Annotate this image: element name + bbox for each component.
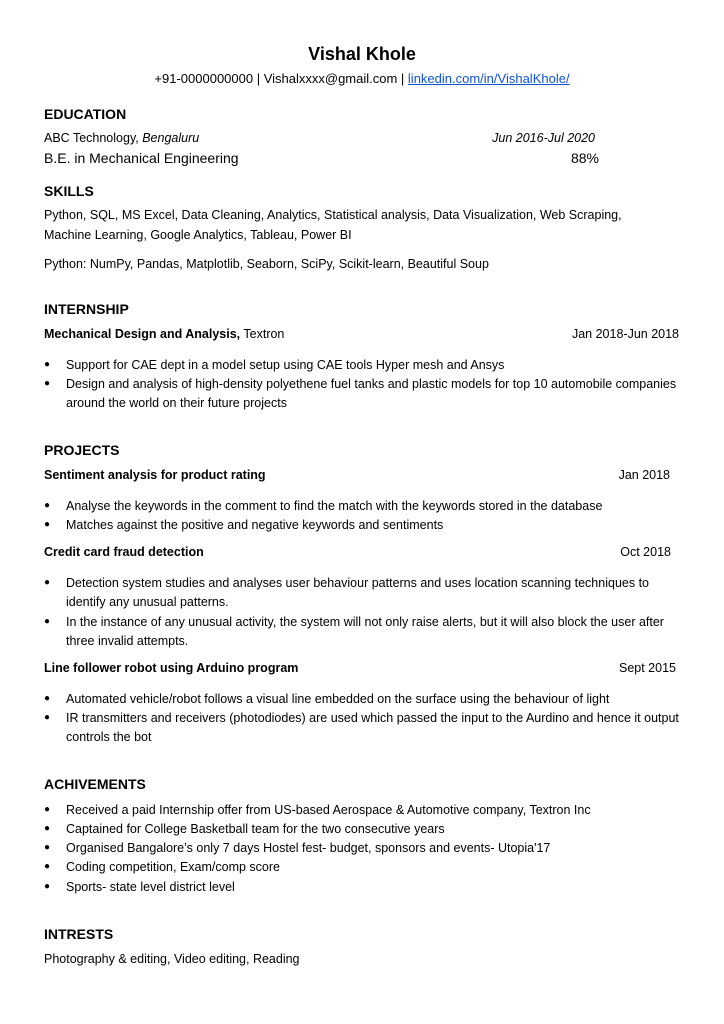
education-dates: Jun 2016-Jul 2020 (492, 131, 595, 145)
bullet-icon (44, 858, 56, 872)
education-location: Bengaluru (142, 131, 200, 145)
bullet-icon (44, 574, 56, 588)
achievements-heading: ACHIVEMENTS (44, 776, 146, 792)
bullet-icon (44, 709, 56, 723)
skills-python-libraries: Python: NumPy, Pandas, Matplotlib, Seaborn, SciPy, Scikit-learn, Beautiful Soup (44, 257, 489, 271)
bullet-icon (44, 690, 56, 704)
project-title-sentiment: Sentiment analysis for product rating (44, 468, 266, 482)
internship-company: Textron (240, 327, 285, 341)
skills-line-1: Python, SQL, MS Excel, Data Cleaning, Analytics, Statistical analysis, Data Visualization, Web Scraping, (44, 208, 622, 222)
interests-heading: INTRESTS (44, 926, 114, 942)
education-degree: B.E. in Mechanical Engineering (44, 150, 239, 166)
bullet-icon (44, 613, 56, 627)
contact-line (0, 71, 724, 86)
education-score: 88% (570, 150, 599, 166)
education-heading: EDUCATION (44, 106, 127, 122)
bullet-icon (44, 375, 56, 389)
bullet-icon (44, 801, 56, 815)
skills-heading: SKILLS (44, 183, 94, 199)
skills-line-2: Machine Learning, Google Analytics, Tableau, Power BI (44, 228, 352, 242)
interests-text: Photography & editing, Video editing, Reading (44, 952, 300, 966)
projects-heading: PROJECTS (44, 442, 120, 458)
project-date-robot: Sept 2015 (619, 661, 676, 675)
education-institution-line (44, 131, 199, 145)
internship-heading: INTERNSHIP (44, 301, 129, 317)
education-institution: ABC Technology, (44, 131, 143, 145)
contact-text: +91-0000000000 | Vishalxxxx@gmail.com | (154, 71, 408, 86)
internship-title-line (44, 327, 284, 341)
resume-page: Vishal Khole +91-0000000000 | Vishalxxxx@gmail.com | linkedin.com/in/VishalKhole/ EDUCATION ABC Technology, Bengaluru Jun 2016-Jul 2020 B.E. in Mechanical Engineering 88% SKILLS Python, SQL, MS Excel, Data Cleaning, Analytics, Statistical analysis, Data Visualization, Web Scraping, Machine Learning, Google Analytics, Tableau, Power BI Python: NumPy, Pandas, Matplotlib, Seaborn, SciPy, Scikit-learn, Beautiful Soup INTERNSHIP Mechanical Design and Analysis, Textron Jan 2018-Jun 2018 ● Support for CAE dept in a model setup using CAE tools Hyper mesh and Ansys ● Design and analysis of high-density polyethene fuel tanks and plastic models for top 10 automobile companies around the world on their future projects PROJECTS Sentiment analysis for product rating Jan 2018 ● Analyse the keywords in the comment to find the match with the keywords stored in the database ● Matches against the positive and negative keywords and sentiments Credit card fraud detection Oct 2018 ● Detection system studies and analyses user behaviour patterns and uses location scanning techniques to identify any unusual patterns. ● In the instance of any unusual activity, the system will not only raise alerts, but it will also block the user after three invalid attempts. Line follower robot using Arduino program Sept 2015 ● Automated vehicle/robot follows a visual line embedded on the surface using the behaviour of light ● IR transmitters and receivers (photodiodes) are used which passed the input to the Aurdino and hence it output controls the bot ACHIVEMENTS ● Received a paid Internship offer from US-based Aerospace & Automotive company, Textron Inc ● Captained for College Basketball team for the two consecutive years ● Organised Bangalore’s only 7 days Hostel fest- budget, sponsors and events- Utopia'17 ● Coding competition, Exam/comp score ● Sports- state level district level INTRESTS Photography & editing, Video editing, Reading (0, 0, 724, 1024)
project-date-sentiment: Jan 2018 (618, 468, 670, 482)
internship-dates: Jan 2018-Jun 2018 (571, 327, 679, 341)
candidate-name: Vishal Khole (308, 44, 416, 64)
bullet-icon (44, 516, 56, 530)
project-date-fraud: Oct 2018 (620, 545, 671, 559)
project-title-fraud: Credit card fraud detection (44, 545, 204, 559)
internship-title: Mechanical Design and Analysis, (44, 327, 241, 341)
bullet-icon (44, 356, 56, 370)
bullet-icon (44, 820, 56, 834)
bullet-icon (44, 839, 56, 853)
bullet-icon (44, 497, 56, 511)
project-title-robot: Line follower robot using Arduino program (44, 661, 299, 675)
linkedin-link[interactable]: linkedin.com/in/VishalKhole/ (407, 71, 570, 86)
bullet-icon (44, 878, 56, 892)
